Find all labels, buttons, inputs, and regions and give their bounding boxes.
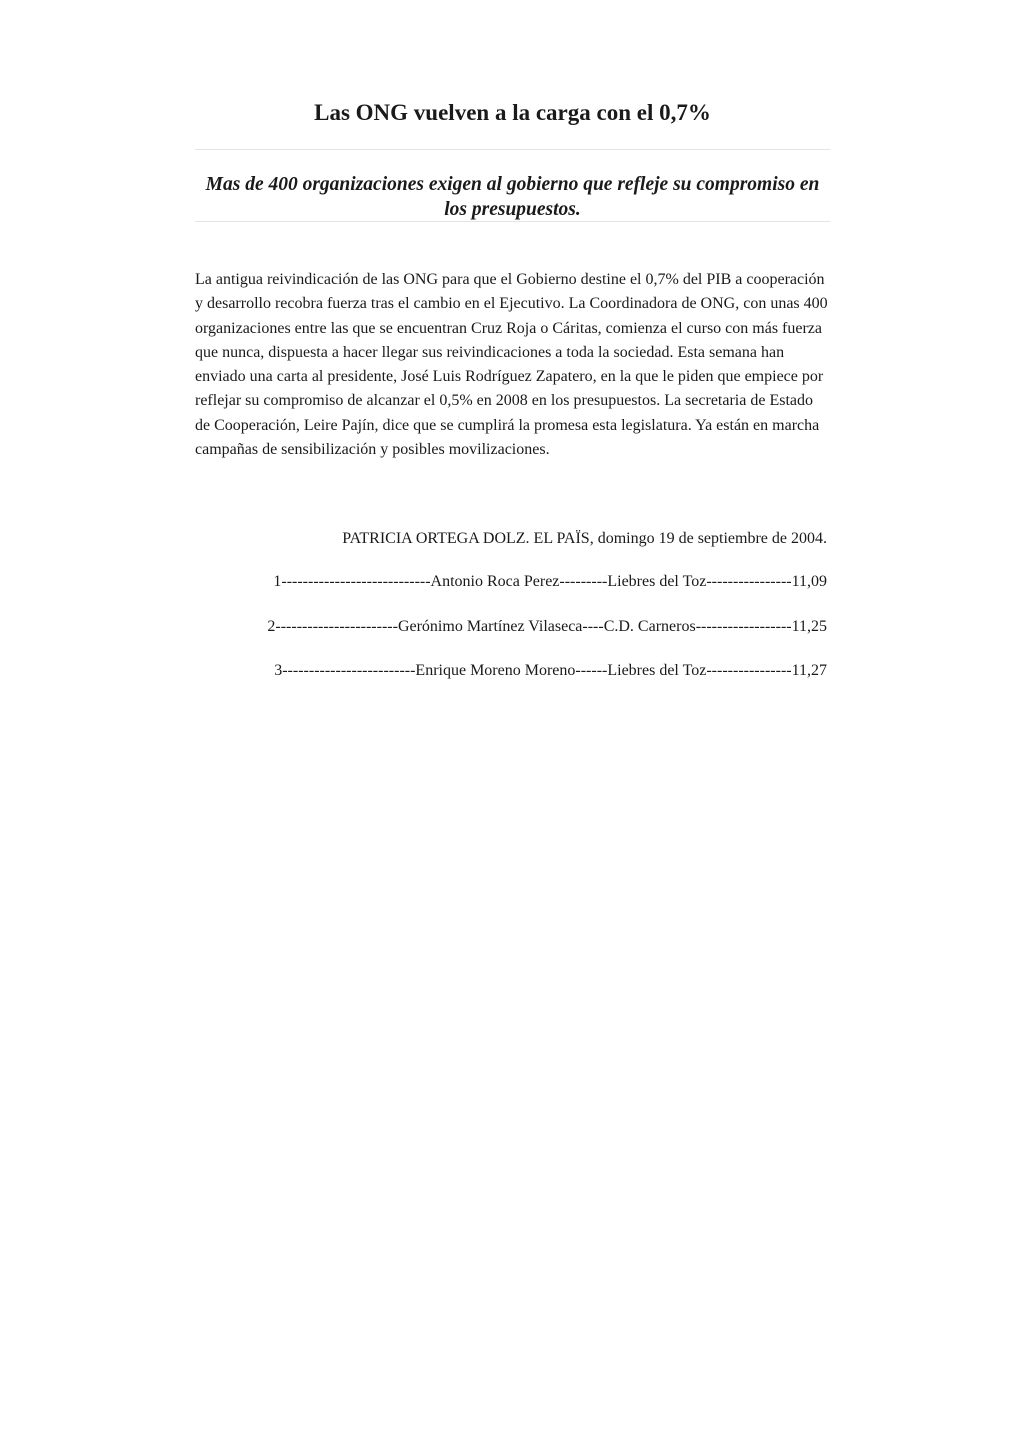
result-row-1: 1----------------------------Antonio Roca Perez---------Liebres del Toz----------------11,09 [273,573,827,590]
article-signature: PATRICIA ORTEGA DOLZ. EL PAÏS, domingo 19 de septiembre de 2004. [342,530,827,547]
article-title: Las ONG vuelven a la carga con el 0,7% [314,100,711,125]
results-list [195,570,827,704]
result-row-3: 3-------------------------Enrique Moreno Moreno------Liebres del Toz----------------11,27 [274,662,827,679]
article-body: La antigua reivindicación de las ONG para que el Gobierno destine el 0,7% del PIB a cooperación y desarrollo recobra fuerza tras el cambio en el Ejecutivo. La Coordinadora de ONG, con unas 400 organizaciones entre las que se encuentran Cruz Roja o Cáritas, comienza el curso con más fuerza que nunca, dispuesta a hacer llegar sus reivindicaciones a toda la sociedad. Esta semana han enviado una carta al presidente, José Luis Rodríguez Zapatero, en la que le piden que empiece por reflejar su compromiso de alcanzar el 0,5% en 2008 en los presupuestos. La secretaria de Estado de Cooperación, Leire Pajín, dice que se cumplirá la promesa esta legislatura. Ya están en marcha campañas de sensibilización y posibles movilizaciones. [195,271,828,459]
subtitle-bottom-divider [195,221,830,222]
result-row-2: 2-----------------------Gerónimo Martínez Vilaseca----C.D. Carneros------------------11,25 [267,617,827,635]
subtitle-top-divider [195,149,830,150]
article-subtitle: Mas de 400 organizaciones exigen al gobierno que refleje su compromiso en los presupuestos. [205,174,820,220]
